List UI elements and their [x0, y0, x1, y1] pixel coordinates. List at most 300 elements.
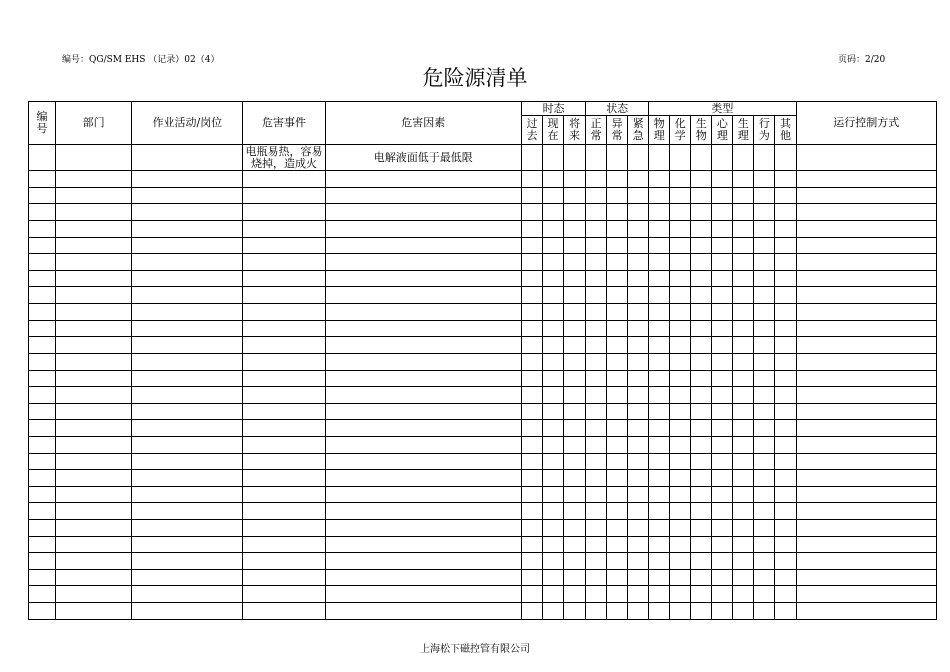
cell-dept: [56, 603, 132, 620]
cell-dept: [56, 337, 132, 354]
cell-mark: [754, 387, 775, 404]
cell-event: [243, 370, 325, 387]
cell-mark: [522, 403, 543, 420]
cell-mark: [522, 420, 543, 437]
cell-mark: [564, 237, 586, 254]
cell-mark: [586, 470, 607, 487]
cell-mark: [628, 237, 649, 254]
cell-mark: [628, 353, 649, 370]
cell-mark: [733, 353, 754, 370]
cell-mark: [522, 171, 543, 188]
col-group-state: 状态: [586, 102, 649, 116]
cell-event: [243, 436, 325, 453]
cell-control: [796, 387, 937, 404]
cell-mark: [670, 569, 691, 586]
cell-mark: [522, 221, 543, 238]
col-header-no: [29, 102, 56, 145]
cell-mark: [712, 370, 733, 387]
cell-mark: [775, 486, 796, 503]
cell-mark: [733, 171, 754, 188]
cell-no: [29, 603, 56, 620]
col-header-type-2: [691, 116, 712, 145]
col-header-type-4: [733, 116, 754, 145]
cell-mark: [670, 603, 691, 620]
cell-mark: [733, 536, 754, 553]
cell-mark: [712, 586, 733, 603]
cell-mark: [712, 453, 733, 470]
cell-mark: [775, 553, 796, 570]
cell-mark: [522, 204, 543, 221]
cell-event: [243, 420, 325, 437]
cell-no: [29, 503, 56, 520]
cell-mark: [691, 204, 712, 221]
cell-mark: [754, 453, 775, 470]
cell-activity: [132, 254, 243, 271]
cell-activity: [132, 337, 243, 354]
cell-activity: [132, 470, 243, 487]
cell-event: [243, 519, 325, 536]
cell-mark: [543, 553, 564, 570]
cell-mark: [564, 403, 586, 420]
cell-mark: [670, 420, 691, 437]
cell-mark: [775, 270, 796, 287]
cell-mark: [754, 420, 775, 437]
cell-mark: [733, 420, 754, 437]
cell-mark: [775, 320, 796, 337]
cell-mark: [649, 270, 670, 287]
cell-no: [29, 254, 56, 271]
cell-mark: [564, 353, 586, 370]
cell-mark: [754, 171, 775, 188]
col-group-type: 类型: [649, 102, 796, 116]
cell-factor: [325, 603, 521, 620]
cell-control: [796, 370, 937, 387]
cell-factor: [325, 320, 521, 337]
cell-factor: [325, 370, 521, 387]
table-row: [29, 270, 937, 287]
col-header-type-label: 化学: [674, 117, 686, 142]
cell-mark: [607, 420, 628, 437]
cell-mark: [586, 420, 607, 437]
cell-factor: [325, 287, 521, 304]
cell-no: [29, 337, 56, 354]
table-row: [29, 320, 937, 337]
cell-mark: [670, 586, 691, 603]
cell-mark: [691, 503, 712, 520]
cell-mark: [564, 304, 586, 321]
cell-activity: [132, 403, 243, 420]
cell-mark: [775, 569, 796, 586]
cell-mark: [649, 387, 670, 404]
cell-mark: [670, 436, 691, 453]
cell-mark: [670, 254, 691, 271]
cell-dept: [56, 420, 132, 437]
cell-activity: [132, 553, 243, 570]
cell-factor: [325, 586, 521, 603]
cell-mark: [628, 503, 649, 520]
cell-mark: [670, 370, 691, 387]
cell-mark: [775, 503, 796, 520]
cell-activity: [132, 486, 243, 503]
cell-mark: [607, 221, 628, 238]
cell-mark: [607, 403, 628, 420]
cell-mark: [607, 270, 628, 287]
cell-mark: [670, 486, 691, 503]
cell-no: [29, 237, 56, 254]
cell-mark: [691, 171, 712, 188]
cell-mark: [754, 304, 775, 321]
cell-factor: [325, 569, 521, 586]
cell-mark: [649, 603, 670, 620]
cell-mark: [733, 237, 754, 254]
cell-no: [29, 171, 56, 188]
table-row: [29, 353, 937, 370]
cell-mark: [670, 553, 691, 570]
cell-control: [796, 237, 937, 254]
cell-mark: [522, 270, 543, 287]
cell-mark: [775, 436, 796, 453]
cell-dept: [56, 403, 132, 420]
cell-mark: [733, 586, 754, 603]
cell-mark: [543, 486, 564, 503]
cell-mark: [733, 403, 754, 420]
col-header-state-2: [628, 116, 649, 145]
cell-factor: [325, 403, 521, 420]
cell-factor: [325, 304, 521, 321]
cell-mark: [691, 536, 712, 553]
cell-activity: [132, 287, 243, 304]
cell-mark: [754, 254, 775, 271]
cell-dept: [56, 486, 132, 503]
cell-dept: [56, 270, 132, 287]
table-row: [29, 503, 937, 520]
cell-activity: [132, 536, 243, 553]
cell-mark: [564, 370, 586, 387]
cell-mark: [628, 204, 649, 221]
cell-activity: [132, 503, 243, 520]
cell-event: [243, 470, 325, 487]
col-header-type-label: 行为: [758, 117, 770, 142]
cell-mark: [649, 304, 670, 321]
cell-mark: [564, 337, 586, 354]
cell-control: [796, 519, 937, 536]
cell-mark: [607, 370, 628, 387]
cell-mark: [543, 145, 564, 171]
cell-dept: [56, 503, 132, 520]
cell-mark: [628, 270, 649, 287]
table-row: [29, 171, 937, 188]
cell-mark: [754, 370, 775, 387]
cell-mark: [649, 254, 670, 271]
cell-mark: [628, 553, 649, 570]
cell-control: [796, 353, 937, 370]
cell-mark: [543, 586, 564, 603]
table-row: [29, 603, 937, 620]
cell-mark: [543, 287, 564, 304]
cell-mark: [628, 519, 649, 536]
cell-factor: [325, 237, 521, 254]
cell-mark: [649, 370, 670, 387]
cell-mark: [691, 569, 712, 586]
col-header-dept: 部门: [56, 102, 132, 145]
table-row: [29, 553, 937, 570]
cell-factor: [325, 187, 521, 204]
cell-mark: [564, 171, 586, 188]
cell-control: [796, 187, 937, 204]
cell-event: [243, 204, 325, 221]
cell-control: [796, 453, 937, 470]
cell-mark: [586, 536, 607, 553]
cell-factor: [325, 503, 521, 520]
company-footer: 上海松下磁控管有限公司: [420, 644, 530, 655]
cell-mark: [754, 569, 775, 586]
cell-mark: [522, 145, 543, 171]
cell-mark: [628, 145, 649, 171]
cell-no: [29, 287, 56, 304]
cell-event: [243, 553, 325, 570]
cell-event: [243, 486, 325, 503]
cell-mark: [712, 387, 733, 404]
cell-mark: [628, 304, 649, 321]
cell-mark: [607, 470, 628, 487]
cell-mark: [586, 353, 607, 370]
cell-activity: [132, 353, 243, 370]
cell-activity: [132, 569, 243, 586]
col-header-factor: 危害因素: [325, 102, 521, 145]
table-row: [29, 470, 937, 487]
cell-mark: [649, 486, 670, 503]
cell-mark: [522, 503, 543, 520]
cell-mark: [733, 270, 754, 287]
col-header-tense-1: [543, 116, 564, 145]
cell-mark: [628, 221, 649, 238]
cell-mark: [712, 237, 733, 254]
cell-mark: [586, 387, 607, 404]
cell-control: [796, 586, 937, 603]
col-header-state-label: 紧急: [632, 117, 644, 142]
cell-mark: [691, 436, 712, 453]
cell-mark: [670, 536, 691, 553]
cell-mark: [543, 436, 564, 453]
cell-mark: [649, 204, 670, 221]
cell-mark: [649, 453, 670, 470]
cell-activity: [132, 436, 243, 453]
cell-mark: [564, 436, 586, 453]
cell-dept: [56, 387, 132, 404]
cell-activity: [132, 237, 243, 254]
col-header-tense-label: 过去: [526, 117, 538, 142]
cell-mark: [670, 403, 691, 420]
cell-mark: [754, 320, 775, 337]
cell-control: [796, 254, 937, 271]
cell-control: [796, 503, 937, 520]
cell-factor: [325, 470, 521, 487]
cell-dept: [56, 536, 132, 553]
cell-mark: [775, 221, 796, 238]
cell-factor: [325, 204, 521, 221]
cell-mark: [586, 553, 607, 570]
cell-mark: [564, 536, 586, 553]
cell-dept: [56, 353, 132, 370]
cell-activity: [132, 387, 243, 404]
cell-mark: [691, 387, 712, 404]
cell-event: [243, 569, 325, 586]
table-row: [29, 420, 937, 437]
cell-mark: [649, 536, 670, 553]
cell-mark: [564, 553, 586, 570]
cell-control: [796, 486, 937, 503]
cell-mark: [522, 337, 543, 354]
cell-mark: [691, 353, 712, 370]
cell-event: [243, 503, 325, 520]
cell-mark: [649, 569, 670, 586]
cell-mark: [628, 586, 649, 603]
cell-mark: [775, 519, 796, 536]
cell-mark: [649, 171, 670, 188]
cell-mark: [754, 403, 775, 420]
cell-mark: [607, 304, 628, 321]
cell-mark: [649, 519, 670, 536]
cell-mark: [670, 320, 691, 337]
table-row: [29, 569, 937, 586]
col-header-type-label: 其他: [779, 117, 791, 142]
cell-mark: [733, 569, 754, 586]
cell-mark: [522, 370, 543, 387]
cell-mark: [564, 287, 586, 304]
cell-event: [243, 603, 325, 620]
cell-mark: [670, 387, 691, 404]
col-header-type-label: 心理: [716, 117, 728, 142]
table-row: [29, 586, 937, 603]
cell-mark: [733, 145, 754, 171]
cell-event: [243, 453, 325, 470]
cell-mark: [691, 553, 712, 570]
cell-mark: [543, 453, 564, 470]
cell-event: [243, 586, 325, 603]
col-header-tense-label: 将来: [569, 117, 581, 142]
col-header-type-3: [712, 116, 733, 145]
cell-mark: [649, 503, 670, 520]
cell-no: [29, 586, 56, 603]
cell-mark: [754, 204, 775, 221]
cell-mark: [733, 436, 754, 453]
cell-mark: [586, 237, 607, 254]
cell-no: [29, 387, 56, 404]
cell-mark: [649, 586, 670, 603]
cell-mark: [754, 486, 775, 503]
table-row: [29, 403, 937, 420]
cell-no: [29, 145, 56, 171]
cell-mark: [712, 536, 733, 553]
cell-mark: [628, 387, 649, 404]
cell-mark: [733, 370, 754, 387]
cell-mark: [691, 287, 712, 304]
cell-mark: [607, 586, 628, 603]
cell-factor: [325, 337, 521, 354]
table-row: [29, 536, 937, 553]
cell-mark: [586, 171, 607, 188]
cell-mark: [586, 187, 607, 204]
cell-mark: [733, 470, 754, 487]
cell-control: [796, 221, 937, 238]
cell-mark: [754, 503, 775, 520]
col-header-no-label: 编号: [36, 110, 48, 135]
cell-mark: [733, 519, 754, 536]
cell-mark: [775, 370, 796, 387]
cell-mark: [586, 519, 607, 536]
cell-control: [796, 337, 937, 354]
cell-mark: [712, 403, 733, 420]
col-header-state-label: 异常: [611, 117, 623, 142]
cell-mark: [522, 237, 543, 254]
cell-activity: [132, 204, 243, 221]
col-header-tense-label: 现在: [547, 117, 559, 142]
cell-mark: [543, 270, 564, 287]
cell-event: 电瓶易热，容易烧掉，造成火: [243, 145, 325, 171]
cell-mark: [607, 503, 628, 520]
cell-mark: [670, 171, 691, 188]
cell-mark: [775, 254, 796, 271]
cell-mark: [586, 145, 607, 171]
cell-mark: [691, 270, 712, 287]
col-header-type-0: [649, 116, 670, 145]
cell-mark: [649, 337, 670, 354]
cell-no: [29, 320, 56, 337]
cell-mark: [691, 370, 712, 387]
cell-mark: [712, 486, 733, 503]
cell-mark: [607, 204, 628, 221]
cell-mark: [628, 254, 649, 271]
cell-event: [243, 387, 325, 404]
cell-mark: [649, 436, 670, 453]
cell-mark: [607, 569, 628, 586]
cell-mark: [754, 237, 775, 254]
cell-activity: [132, 145, 243, 171]
cell-mark: [543, 536, 564, 553]
cell-mark: [607, 353, 628, 370]
cell-control: [796, 553, 937, 570]
cell-control: [796, 603, 937, 620]
table-row: [29, 237, 937, 254]
cell-mark: [670, 204, 691, 221]
cell-mark: [670, 304, 691, 321]
cell-mark: [712, 353, 733, 370]
cell-no: [29, 403, 56, 420]
cell-mark: [691, 304, 712, 321]
cell-dept: [56, 370, 132, 387]
cell-mark: [754, 536, 775, 553]
cell-mark: [649, 420, 670, 437]
hazard-source-table: [28, 101, 937, 620]
cell-mark: [628, 453, 649, 470]
cell-mark: [670, 221, 691, 238]
cell-factor: [325, 254, 521, 271]
cell-mark: [522, 486, 543, 503]
cell-no: [29, 569, 56, 586]
cell-mark: [607, 387, 628, 404]
cell-mark: [543, 353, 564, 370]
cell-mark: [586, 320, 607, 337]
cell-no: [29, 470, 56, 487]
table-row: [29, 145, 937, 171]
table-row: [29, 304, 937, 321]
cell-mark: [754, 221, 775, 238]
cell-control: [796, 536, 937, 553]
col-header-type-label: 生理: [737, 117, 749, 142]
cell-dept: [56, 569, 132, 586]
cell-mark: [733, 187, 754, 204]
cell-mark: [733, 486, 754, 503]
